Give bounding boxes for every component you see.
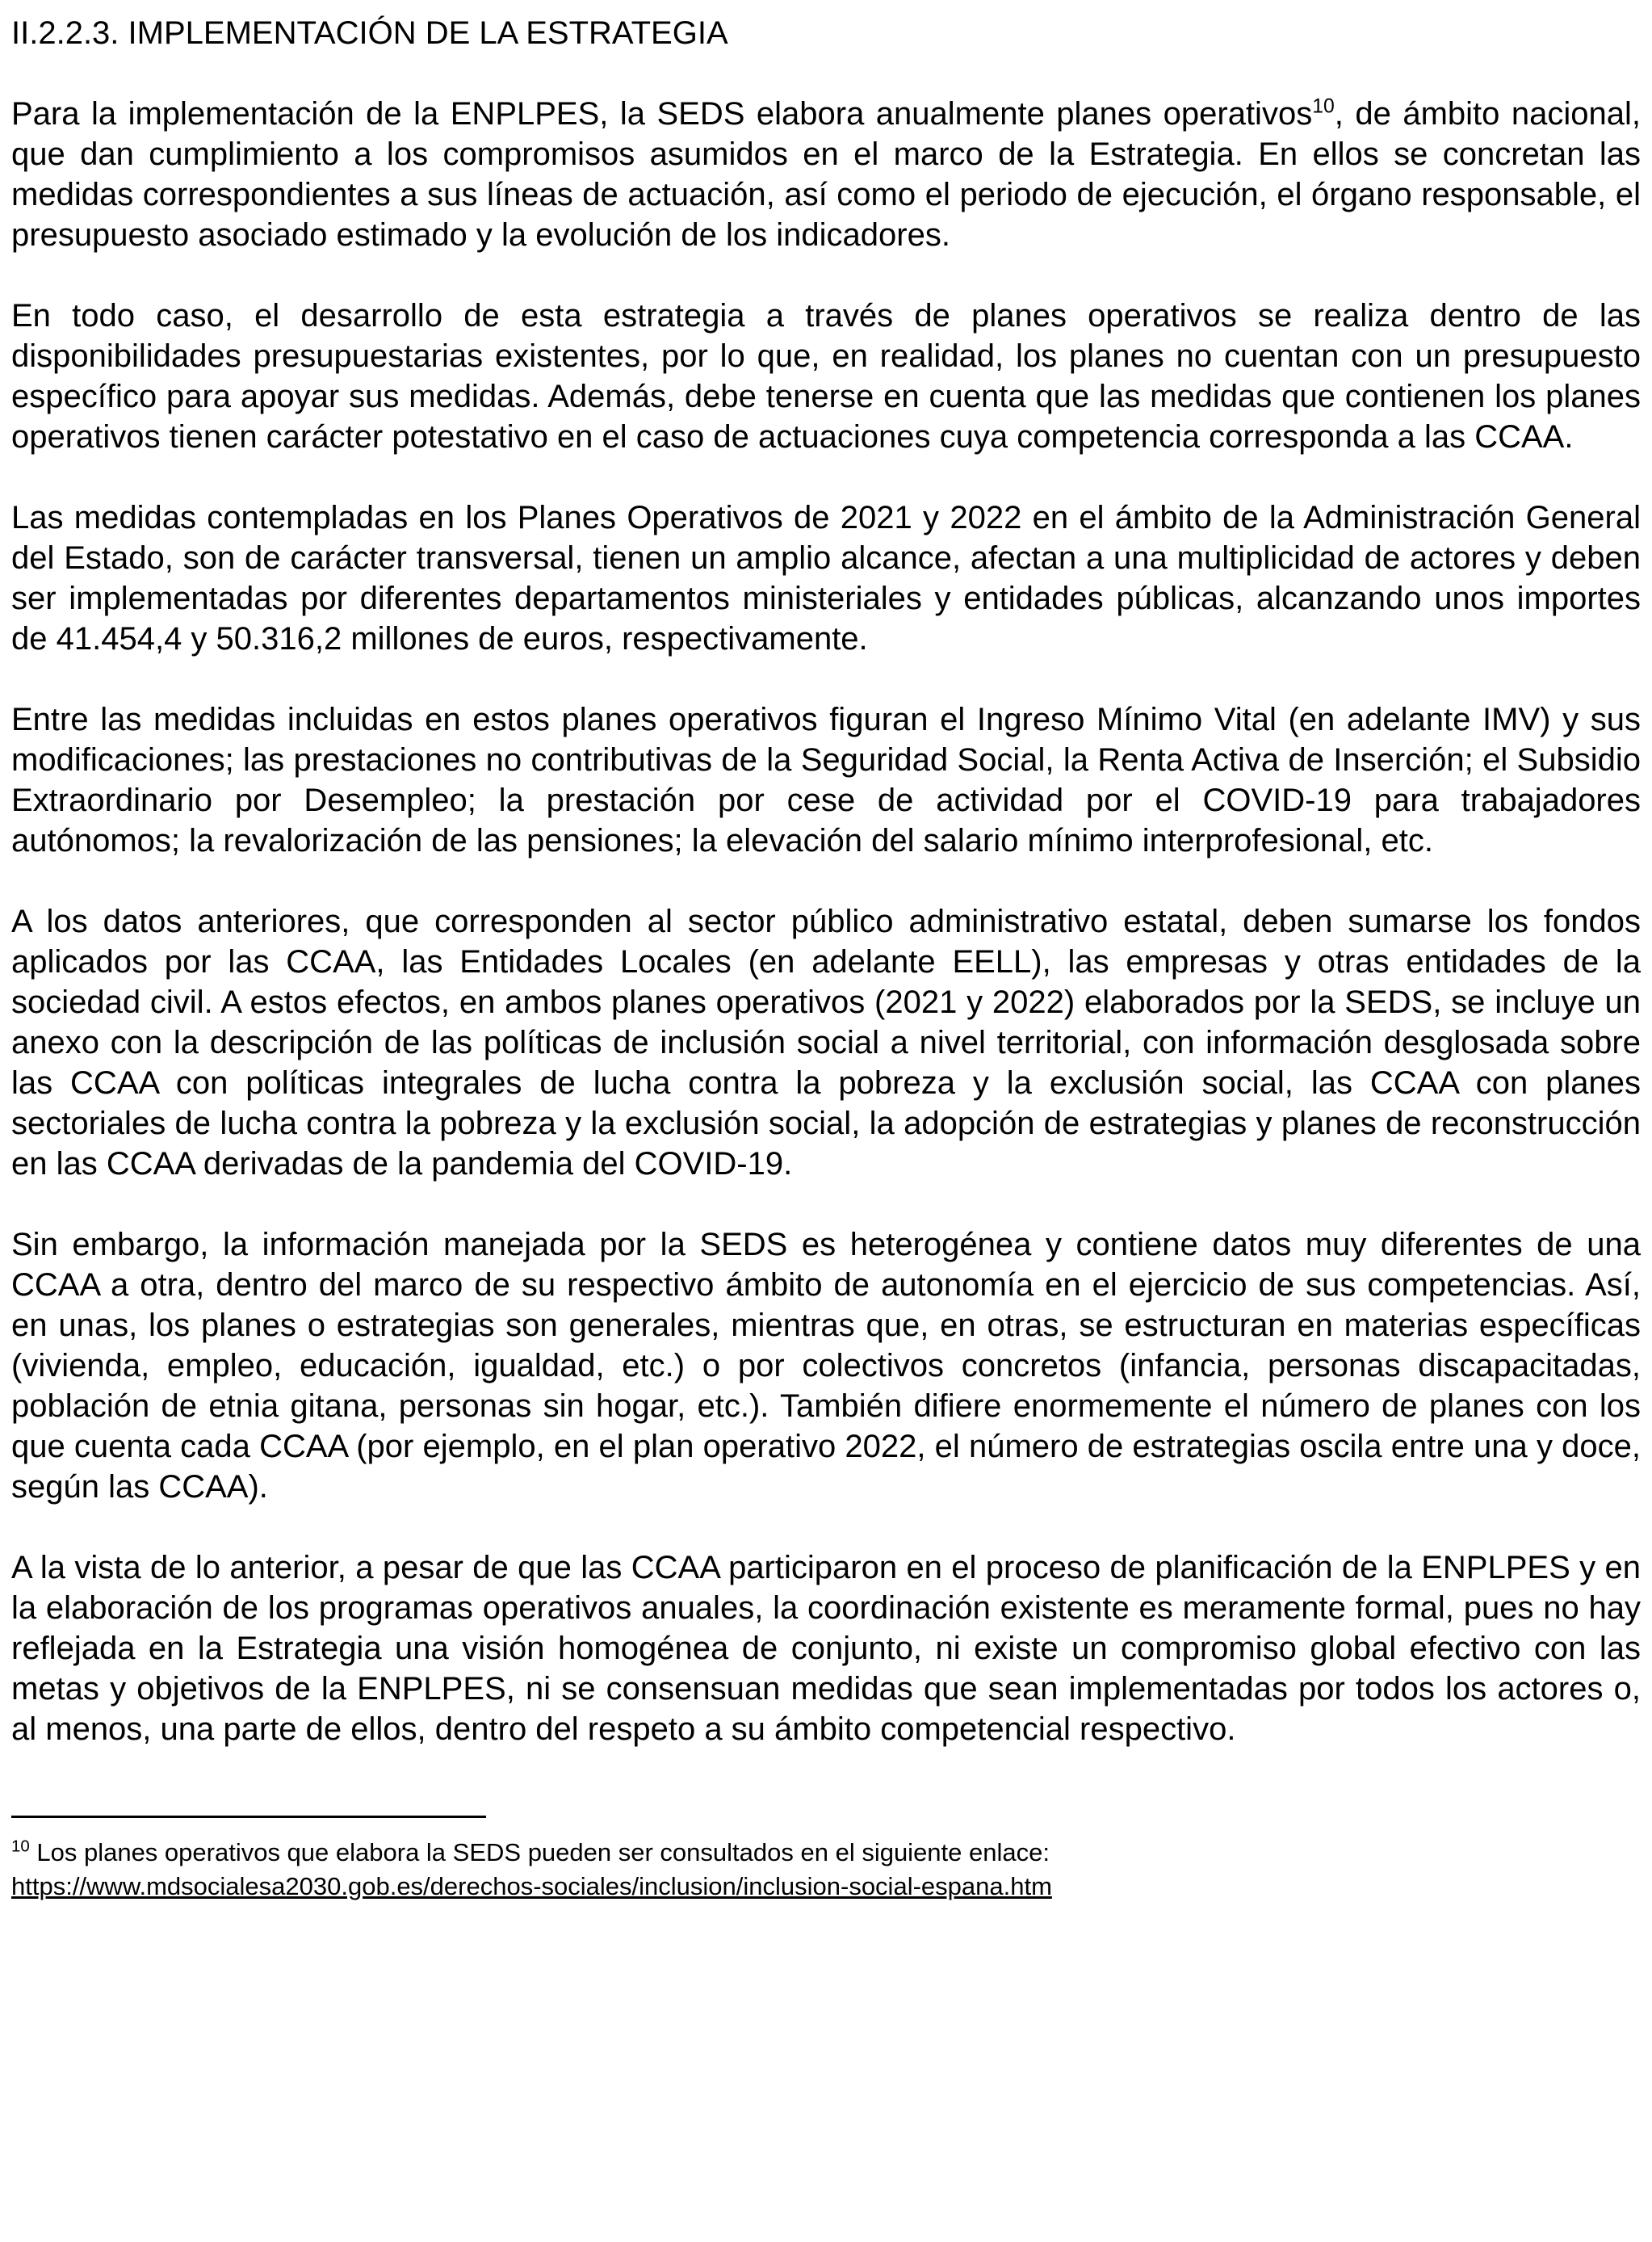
paragraph: A la vista de lo anterior, a pesar de que las CCAA participaron en el proceso de planificación de la ENPLPES y en la elaboración de los programas operativos anuales, la coordinación existente es meramente formal, pues no hay reflejada en la Estrategia una visión homogénea de conjunto, ni existe un compromiso global efectivo con las metas y objetivos de la ENPLPES, ni se consensuan medidas que sean implementadas por todos los actores o, al menos, una parte de ellos, dentro del respeto a su ámbito competencial respectivo.	[11, 1550, 1641, 1747]
section-heading: II.2.2.3. IMPLEMENTACIÓN DE LA ESTRATEGIA	[11, 15, 728, 51]
footnote-reference: 10	[1312, 95, 1335, 118]
footnote	[11, 1836, 1641, 1904]
body-paragraphs	[11, 94, 1641, 1749]
paragraph: A los datos anteriores, que corresponden al sector público administrativo estatal, deben sumarse los fondos aplicados por las CCAA, las Entidades Locales (en adelante EELL), las empresas y otras entidades de la sociedad civil. A estos efectos, en ambos planes operativos (2021 y 2022) elaborados por la SEDS, se incluye un anexo con la descripción de las políticas de inclusión social a nivel territorial, con información desglosada sobre las CCAA con políticas integrales de lucha contra la pobreza y la exclusión social, las CCAA con planes sectoriales de lucha contra la pobreza y la exclusión social, la adopción de estrategias y planes de reconstrucción en las CCAA derivadas de la pandemia del COVID-19.	[11, 904, 1641, 1182]
footnote-separator	[11, 1816, 486, 1818]
footnote-text: Los planes operativos que elabora la SEDS pueden ser consultados en el siguiente enlace:	[36, 1838, 1050, 1866]
footnote-link[interactable]: https://www.mdsocialesa2030.gob.es/derechos-sociales/inclusion/inclusion-social-espana.htm	[11, 1871, 1052, 1900]
paragraph: Para la implementación de la ENPLPES, la SEDS elabora anualmente planes operativos$^{10}$, de ámbito nacional, que dan cumplimiento a los compromisos asumidos en el marco de la Estrategia. En ellos se concretan las medidas correspondientes a sus líneas de actuación, así como el periodo de ejecución, el órgano responsable, el presupuesto asociado estimado y la evolución de los indicadores.	[11, 95, 1641, 253]
paragraph: Entre las medidas incluidas en estos planes operativos figuran el Ingreso Mínimo Vital (en adelante IMV) y sus modificaciones; las prestaciones no contributivas de la Seguridad Social, la Renta Activa de Inserción; el Subsidio Extraordinario por Desempleo; la prestación por cese de actividad por el COVID-19 para trabajadores autónomos; la revalorización de las pensiones; la elevación del salario mínimo interprofesional, etc.	[11, 702, 1641, 859]
paragraph: Las medidas contempladas en los Planes Operativos de 2021 y 2022 en el ámbito de la Administración General del Estado, son de carácter transversal, tienen un amplio alcance, afectan a una multiplicidad de actores y deben ser implementadas por diferentes departamentos ministeriales y entidades públicas, alcanzando unos importes de 41.454,4 y 50.316,2 millones de euros, respectivamente.	[11, 500, 1641, 657]
paragraph: En todo caso, el desarrollo de esta estrategia a través de planes operativos se realiza dentro de las disponibilidades presupuestarias existentes, por lo que, en realidad, los planes no cuentan con un presupuesto específico para apoyar sus medidas. Además, debe tenerse en cuenta que las medidas que contienen los planes operativos tienen carácter potestativo en el caso de actuaciones cuya competencia corresponda a las CCAA.	[11, 298, 1641, 455]
footnote-line	[11, 1836, 1641, 1904]
paragraph: Sin embargo, la información manejada por la SEDS es heterogénea y contiene datos muy diferentes de una CCAA a otra, dentro del marco de su respectivo ámbito de autonomía en el ejercicio de sus competencias. Así, en unas, los planes o estrategias son generales, mientras que, en otras, se estructuran en materias específicas (vivienda, empleo, educación, igualdad, etc.) o por colectivos concretos (infancia, personas discapacitadas, población de etnia gitana, personas sin hogar, etc.). También difiere enormemente el número de planes con los que cuenta cada CCAA (por ejemplo, en el plan operativo 2022, el número de estrategias oscila entre una y doce, según las CCAA).	[11, 1227, 1641, 1505]
footnote-marker: 10	[11, 1837, 30, 1856]
